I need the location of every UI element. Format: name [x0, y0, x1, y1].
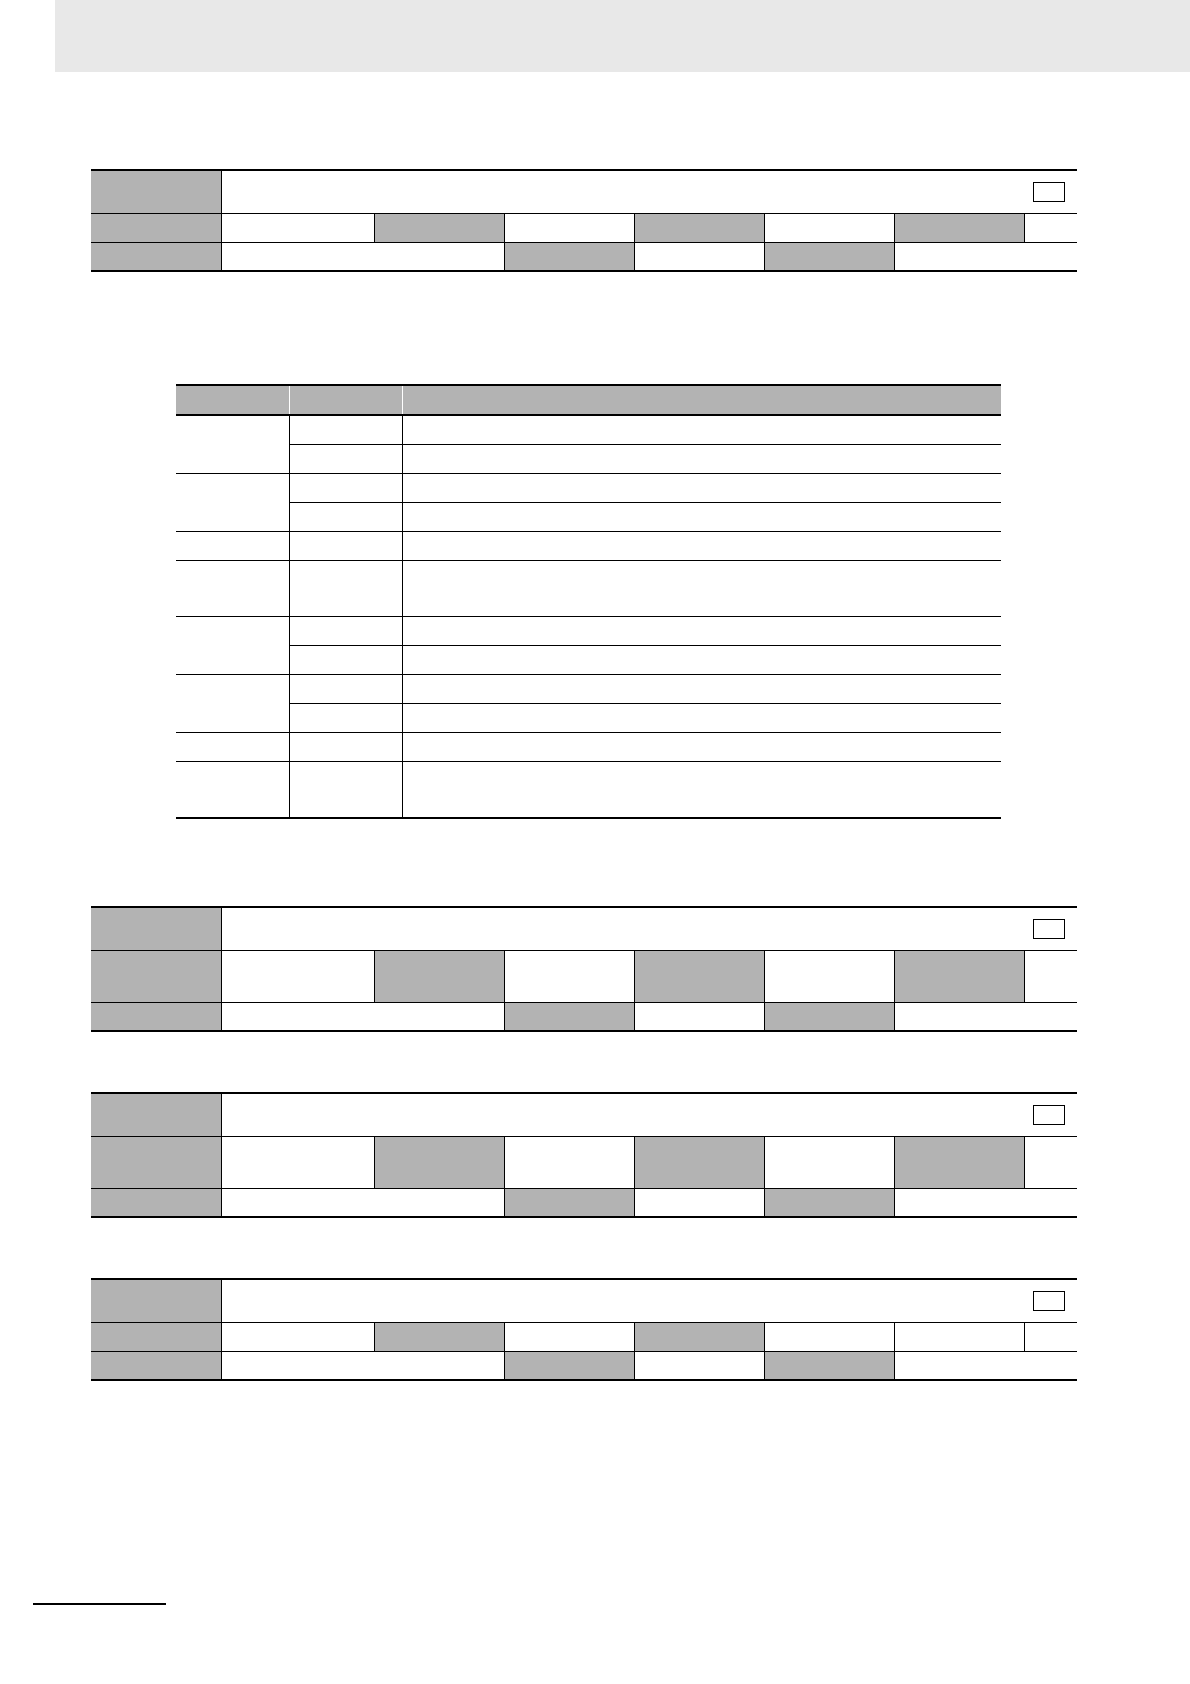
label-cell: [764, 1002, 894, 1031]
table-cell: [402, 617, 1001, 646]
label-cell: [634, 1322, 764, 1351]
checkbox-icon: [1033, 1105, 1065, 1125]
label-cell: [504, 1351, 634, 1380]
value-cell: [764, 1136, 894, 1188]
parameter-label-cell: [91, 1093, 221, 1136]
table-cell: [289, 532, 402, 561]
value-cell: [894, 1188, 1077, 1217]
value-cell: [221, 242, 504, 271]
table-cell: [176, 762, 289, 819]
checkbox-icon: [1033, 182, 1065, 202]
table-cell: [402, 561, 1001, 617]
label-cell: [634, 950, 764, 1002]
table-cell: [176, 474, 289, 532]
table-cell: [289, 733, 402, 762]
table-cell: [176, 561, 289, 617]
table-cell: [176, 532, 289, 561]
table-cell: [289, 415, 402, 445]
parameter-name-cell: [221, 170, 1077, 213]
table-cell: [402, 733, 1001, 762]
value-cell: [894, 1322, 1024, 1351]
label-cell: [894, 950, 1024, 1002]
value-cell: [894, 242, 1077, 271]
table-cell: [402, 762, 1001, 819]
parameter-name-cell: [221, 1279, 1077, 1322]
label-cell: [374, 950, 504, 1002]
value-cell: [504, 1136, 634, 1188]
description-table: [176, 384, 1001, 819]
parameter-label-cell: [91, 1279, 221, 1322]
value-cell: [221, 950, 374, 1002]
value-cell: [764, 1322, 894, 1351]
parameter-name-cell: [221, 1093, 1077, 1136]
table-cell: [289, 762, 402, 819]
value-cell: [221, 1322, 374, 1351]
value-cell: [894, 1351, 1077, 1380]
label-cell: [374, 1136, 504, 1188]
value-cell: [1024, 1136, 1077, 1188]
parameter-name-cell: [221, 907, 1077, 950]
parameter-table-4: [91, 1278, 1077, 1381]
label-cell: [504, 242, 634, 271]
label-cell: [374, 213, 504, 242]
table-cell: [289, 474, 402, 503]
row-label-cell: [91, 1322, 221, 1351]
table-cell: [402, 445, 1001, 474]
value-cell: [221, 1351, 504, 1380]
value-cell: [221, 213, 374, 242]
table-cell: [402, 474, 1001, 503]
parameter-table-1: [91, 169, 1077, 272]
parameter-label-cell: [91, 170, 221, 213]
row-label-cell: [91, 242, 221, 271]
label-cell: [504, 1002, 634, 1031]
table-cell: [289, 646, 402, 675]
value-cell: [634, 1351, 764, 1380]
table-cell: [289, 617, 402, 646]
label-cell: [634, 213, 764, 242]
checkbox-icon: [1033, 1291, 1065, 1311]
row-label-cell: [91, 950, 221, 1002]
table-cell: [402, 503, 1001, 532]
label-cell: [894, 1136, 1024, 1188]
value-cell: [221, 1136, 374, 1188]
table-cell: [402, 415, 1001, 445]
label-cell: [894, 213, 1024, 242]
label-cell: [764, 1351, 894, 1380]
label-cell: [634, 1136, 764, 1188]
table-cell: [289, 561, 402, 617]
table-cell: [176, 415, 289, 474]
table-cell: [176, 675, 289, 733]
row-label-cell: [91, 1188, 221, 1217]
value-cell: [504, 213, 634, 242]
parameter-table-3: [91, 1092, 1077, 1218]
table-cell: [289, 503, 402, 532]
table-cell: [402, 704, 1001, 733]
value-cell: [221, 1002, 504, 1031]
table-cell: [289, 445, 402, 474]
parameter-label-cell: [91, 907, 221, 950]
row-label-cell: [91, 213, 221, 242]
label-cell: [504, 1188, 634, 1217]
parameter-table-2: [91, 906, 1077, 1032]
row-label-cell: [91, 1002, 221, 1031]
value-cell: [634, 242, 764, 271]
value-cell: [504, 1322, 634, 1351]
label-cell: [374, 1322, 504, 1351]
value-cell: [894, 1002, 1077, 1031]
value-cell: [1024, 950, 1077, 1002]
table-cell: [289, 704, 402, 733]
value-cell: [1024, 1322, 1077, 1351]
column-header: [402, 385, 1001, 415]
label-cell: [764, 1188, 894, 1217]
value-cell: [634, 1002, 764, 1031]
column-header: [289, 385, 402, 415]
column-header: [176, 385, 289, 415]
value-cell: [221, 1188, 504, 1217]
label-cell: [764, 242, 894, 271]
table-cell: [402, 532, 1001, 561]
footer-rule: [33, 1603, 166, 1605]
value-cell: [764, 213, 894, 242]
value-cell: [504, 950, 634, 1002]
table-cell: [402, 646, 1001, 675]
table-cell: [402, 675, 1001, 704]
row-label-cell: [91, 1351, 221, 1380]
row-label-cell: [91, 1136, 221, 1188]
table-cell: [176, 733, 289, 762]
value-cell: [634, 1188, 764, 1217]
page-header-band: [55, 0, 1190, 72]
checkbox-icon: [1033, 919, 1065, 939]
table-cell: [289, 675, 402, 704]
value-cell: [1024, 213, 1077, 242]
table-cell: [176, 617, 289, 675]
value-cell: [764, 950, 894, 1002]
